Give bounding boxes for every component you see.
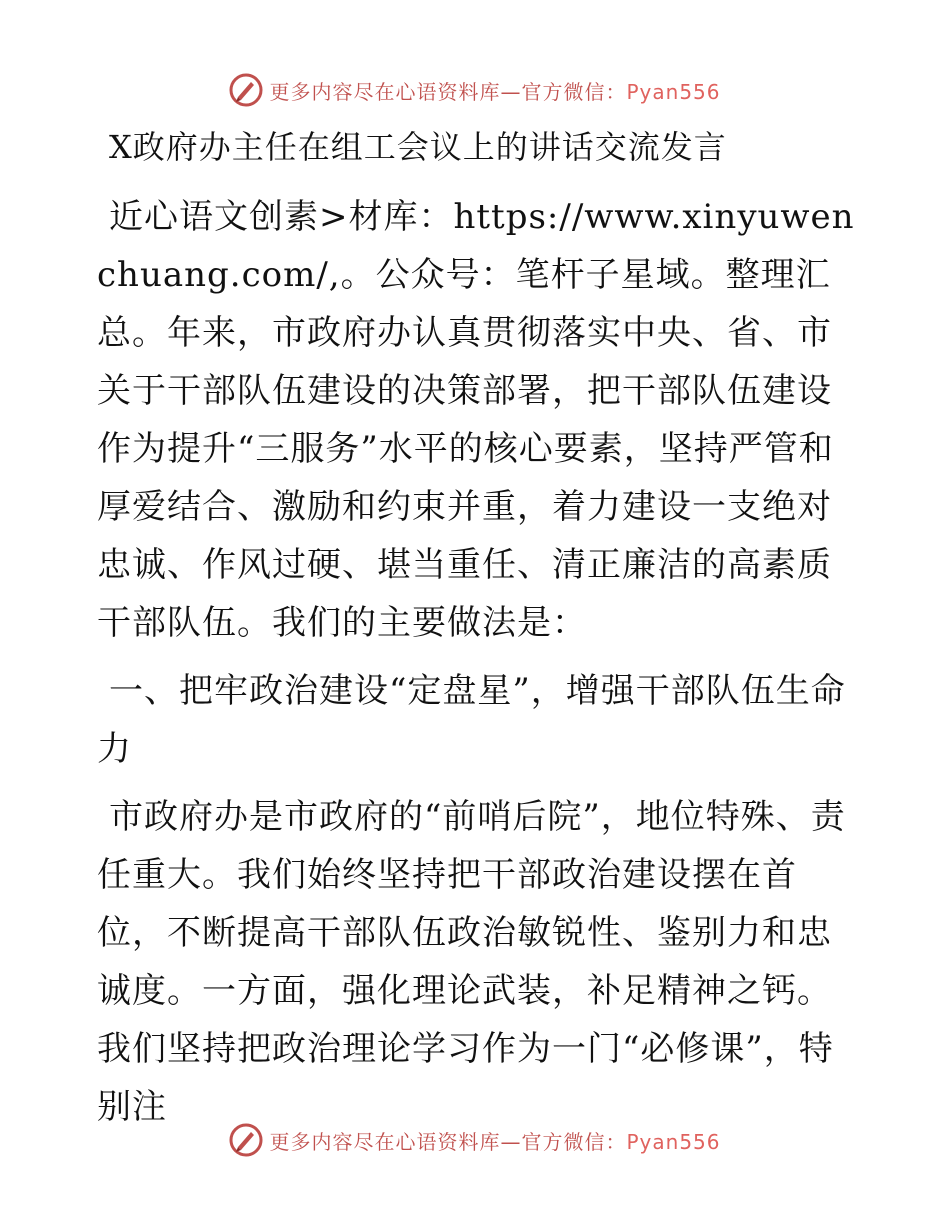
footer-banner [0,1120,950,1160]
logo-icon [229,73,263,107]
section-heading: 一、把牢政治建设“定盘星”，增强干部队伍生命力 [97,671,846,769]
logo-icon [229,1123,263,1157]
banner-text: 更多内容尽在心语资料库—官方微信：Pyan556 [269,1129,721,1154]
header-banner [0,70,950,110]
banner-wechat-id: Pyan556 [626,1129,721,1154]
banner-wechat-id: Pyan556 [626,79,721,104]
banner-text: 更多内容尽在心语资料库—官方微信：Pyan556 [269,79,721,104]
paragraph: 市政府办是市政府的“前哨后院”，地位特殊、责任重大。我们始终坚持把干部政治建设摆在首位，不断提高干部队伍政治敏锐性、鉴别力和忠诚度。一方面，强化理论武装，补足精神之钙。我们坚持把政治理论学习作为一门“必修课”，特别注 [97,797,846,1127]
paragraph: 近心语文创素>材库：https://www.xinyuwenchuang.com/,。公众号：笔杆子星域。整理汇总。年来，市政府办认真贯彻落实中央、省、市关于干部队伍建设的决策部署，把干部队伍建设作为提升“三服务”水平的核心要素，坚持严管和厚爱结合、激励和约束并重，着力建设一支绝对忠诚、作风过硬、堪当重任、清正廉洁的高素质干部队伍。我们的主要做法是： [97,197,855,643]
document-title: X政府办主任在组工会议上的讲话交流发言 [109,128,727,166]
document-body [97,118,857,1136]
